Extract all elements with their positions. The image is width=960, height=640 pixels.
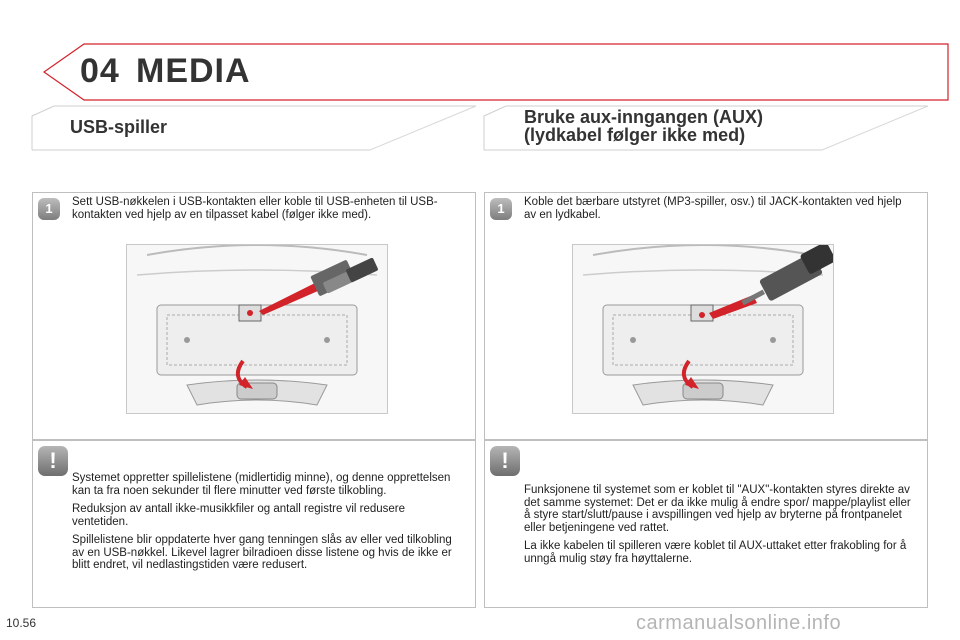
aux-connection-illustration bbox=[572, 244, 834, 414]
usb-section-title: USB-spiller bbox=[70, 117, 168, 137]
aux-step-number-badge: 1 bbox=[490, 198, 512, 220]
aux-title-line1: Bruke aux-inngangen (AUX) bbox=[524, 107, 764, 127]
aux-warning-paragraph: Funksjonene til systemet som er koblet til "AUX"-kontakten styres direkte av det samme systemet: Det er da ikke mulig å endre spor/ mappe/playlist eller å styre start/slutt/pause i avspillingen ved hjelp av bryterne på frontpanelet eller betjeningene ved rattet. bbox=[524, 484, 911, 534]
usb-warning-paragraph: Spillelistene blir oppdaterte hver gang tenningen slås av eller ved tilkobling av en USB-nøkkel. Likevel lagrer bilradioen disse listene og hvis de ikke er blitt endret, vil nedlastingstiden være redusert. bbox=[72, 534, 452, 571]
chapter-title: MEDIA bbox=[136, 52, 251, 90]
aux-warning-icon: ! bbox=[490, 446, 520, 476]
usb-warning-text bbox=[72, 472, 456, 578]
usb-connection-illustration bbox=[126, 244, 388, 414]
usb-step-text: Sett USB-nøkkelen i USB-kontakten eller koble til USB-enheten til USB-kontakten ved hjelp av en tilpasset kabel (følger ikke med). bbox=[72, 196, 438, 221]
aux-warning-paragraph: La ikke kabelen til spilleren være koblet til AUX-uttaket etter frakobling for å unngå mulig støy fra høyttalerne. bbox=[524, 540, 907, 565]
chapter-number: 04 bbox=[80, 52, 120, 90]
watermark-text: carmanualsonline.info bbox=[636, 612, 842, 634]
usb-warning-paragraph: Reduksjon av antall ikke-musikkfiler og antall registre vil redusere ventetiden. bbox=[72, 503, 406, 528]
aux-title-line2: (lydkabel følger ikke med) bbox=[524, 125, 746, 145]
usb-step-number-badge: 1 bbox=[38, 198, 60, 220]
aux-section-title bbox=[524, 108, 884, 144]
usb-warning-icon: ! bbox=[38, 446, 68, 476]
page-number: 10.56 bbox=[6, 616, 37, 630]
aux-step-text: Koble det bærbare utstyret (MP3-spiller, osv.) til JACK-kontakten ved hjelp av en lydkabel. bbox=[524, 196, 902, 221]
aux-warning-text bbox=[524, 484, 916, 571]
usb-warning-paragraph: Systemet oppretter spillelistene (midlertidig minne), og denne opprettelsen kan ta fra noen sekunder til flere minutter ved første tilkobling. bbox=[72, 472, 451, 497]
